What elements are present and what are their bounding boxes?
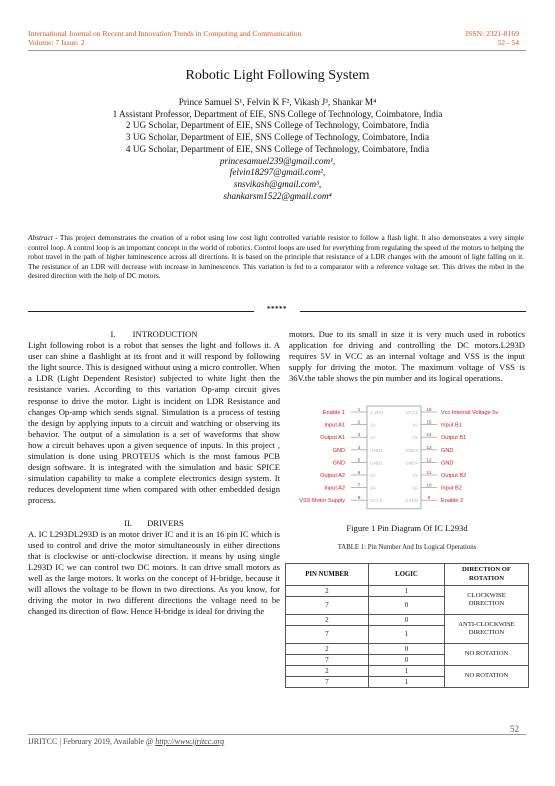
separator-stars: ***** <box>267 305 287 313</box>
author-email: snsvikash@gmail.com³, <box>233 178 322 189</box>
journal-name: International Journal on Recent and Innovation Trends in Computing and Communication <box>28 29 302 38</box>
logic-cell: 0 <box>369 615 445 626</box>
pin-diagram-figure <box>289 403 525 513</box>
journal-link[interactable]: http://www.ijritcc.org <box>155 737 225 746</box>
pin-label-right: Output B2 <box>441 473 467 479</box>
pin-name-right: 4A <box>412 422 418 428</box>
header-logic: LOGIC <box>369 564 445 586</box>
pin-label-left: Output A2 <box>320 473 345 479</box>
pin-label-right: GND <box>441 447 454 454</box>
pin-name-left: VCC2 <box>370 498 383 504</box>
pin-name-left: GND2 <box>370 460 383 466</box>
pin-number-right: 11 <box>426 470 432 475</box>
left-column <box>28 329 280 617</box>
author-email: shankarsm1522@gmail.com⁴ <box>223 190 332 201</box>
direction-line: DIRECTION <box>468 600 505 607</box>
pin-label-right: Output B1 <box>441 435 467 442</box>
pin-name-right: GND3 <box>405 447 418 453</box>
pin-name-right: 3-4EN <box>404 498 418 504</box>
separator-line <box>300 311 526 312</box>
pin-diagram <box>289 403 525 513</box>
pin-label-right: Enable 2 <box>441 498 464 505</box>
logic-cell: 1 <box>369 666 445 677</box>
figure-caption: Figure 1 Pin Diagram Of IC L293d <box>346 523 468 533</box>
pin-number-right: 12 <box>426 457 432 463</box>
pin-label-left: Input A1 <box>324 422 345 429</box>
pin-number-left: 4 <box>357 444 361 450</box>
table-row <box>286 644 529 655</box>
header-direction: DIRECTION OF ROTATION <box>445 564 529 586</box>
pin-number-right: 15 <box>426 419 432 425</box>
header-rule <box>28 50 526 51</box>
pin-number-left: 7 <box>357 482 361 488</box>
direction-line: CLOCKWISE <box>467 591 506 599</box>
pin-name-left: GND1 <box>370 447 383 453</box>
pin-name-right: GND4 <box>405 460 418 466</box>
direction-line: DIRECTION <box>468 629 505 636</box>
right-column-text: motors. Due to its small in size it is very much used in robotics application for driving and controlling the DC motors.L293D requires 5V in VCC as an internal voltage and VSS is the input supply for driving the motor. The maximum voltage of VSS is 36V.the table shows the pin number and its logical operations. <box>289 329 525 384</box>
page-range: 52 - 54 <box>497 38 519 47</box>
pin-cell: 7 <box>286 655 369 666</box>
pin-cell: 2 <box>286 666 369 677</box>
pin-label-left: Enable 1 <box>322 410 345 416</box>
footer-rule <box>28 734 526 735</box>
affiliation: 1 Assistant Professor, Department of EIE, SNS College of Technology, Coimbatore, India <box>112 108 443 119</box>
direction-line: ANTI-CLOCKWISE <box>458 620 515 628</box>
drivers-heading: II. DRIVERS <box>124 517 184 528</box>
logic-table <box>285 563 529 688</box>
pin-label-left: Input A2 <box>324 485 345 492</box>
abstract <box>28 233 524 281</box>
section-separator <box>28 306 526 316</box>
footer-text: IJRITCC | February 2019, Available @ <box>28 737 156 746</box>
pin-number-right: 13 <box>426 444 432 450</box>
pin-name-right: 3A <box>412 485 418 491</box>
pin-number-left: 5 <box>357 457 361 463</box>
pin-number-right: 14 <box>426 432 432 438</box>
pin-cell: 7 <box>286 597 369 615</box>
pin-cell: 7 <box>286 677 369 688</box>
pin-number-right: 9 <box>427 495 431 501</box>
pin-name-left: 1Y <box>370 435 376 441</box>
logic-cell: 0 <box>369 655 445 666</box>
pin-number-left: 3 <box>357 432 361 438</box>
logic-cell: 1 <box>369 586 445 597</box>
pin-number-right: 10 <box>426 482 432 488</box>
pin-name-right: 4Y <box>412 435 418 441</box>
intro-text: Light following robot is a robot that senses the light and follows it. A user can shine a flashlight at its front and it will respond by following the light source. This is designed without using a micro controller. When a LDR (Light Dependent Resistor) subjected to white light then the resistance varies. According to this variation Op-amp circuit gives response to drive the motor. Light is incident on LDR Resistance and changes Op-amp which sends signal. Simulation is a process of testing the design by applying inputs to a circuit and watching or observing its behavior. The output of a simulation is a set of waveforms that show how a circuit behaves upon a given sequence of inputs. In this project , simulation is done using PROTEUS which is the most famous PCB design software. It is integrated with the simulation and basic SPICE simulation capability to make a complete electronics design system. It reduces development time when compared with other embedded design process. <box>28 340 280 506</box>
pin-cell: 2 <box>286 586 369 597</box>
drivers-text: A. IC L293DL293D is an motor driver IC and it is an 16 pin IC which is used to control and drive the motor simultaneously in either directions that is clockwise or anti-clockwise direction. it means by using single L293D IC we can control two DC motors. It can drive small motors as well as the large motors. It works on the concept of H-bridge, because it will allows the voltage to be flown in two directions. As you know, for driving the motor in two different directions the voltage need to be changed its direction of flow. Hence H-bridge is ideal for driving the <box>28 528 280 617</box>
author-names: Prince Samuel S¹, Felvin K F², Vikash J³, Shankar M⁴ <box>178 97 377 107</box>
logic-cell: 0 <box>369 597 445 615</box>
table-row <box>286 615 529 626</box>
page-number: 52 <box>510 724 519 734</box>
pin-number-right: 16 <box>426 407 432 412</box>
direction-cell <box>445 586 529 615</box>
page-footer <box>28 737 224 746</box>
affiliation: 4 UG Scholar, Department of EIE, SNS College of Technology, Coimbatore, India <box>125 143 430 154</box>
pin-number-left: 8 <box>357 495 361 501</box>
journal-header <box>28 29 301 47</box>
author-email: felvin18297@gmail.com², <box>229 167 326 178</box>
pin-name-left: 1A <box>370 422 376 428</box>
pin-name-left: 1-2EN <box>370 410 384 415</box>
pin-label-right: GND <box>441 460 454 467</box>
logic-cell: 1 <box>369 677 445 688</box>
header-pin-number: PIN NUMBER <box>286 564 369 586</box>
table-row <box>286 666 529 677</box>
right-column <box>289 329 525 384</box>
logic-cell: 0 <box>369 644 445 655</box>
paper-title: Robotic Light Following System <box>185 68 370 83</box>
table-header-row <box>286 564 529 586</box>
pin-label-right: Input B2 <box>441 485 462 492</box>
pin-label-left: VSS Motor Supply <box>299 498 345 505</box>
pin-name-right: 3Y <box>412 473 418 478</box>
direction-cell: NO ROTATION <box>445 666 529 688</box>
pin-number-left: 6 <box>357 470 361 475</box>
pin-cell: 2 <box>286 644 369 655</box>
pin-name-left: 2A <box>370 485 376 491</box>
pin-label-right: Input B1 <box>441 422 462 429</box>
abstract-text: - This project demonstrates the creation of a robot using low cost light controlled variable resistor to follow a flash light. It also demonstrates a very simple control loop. A control loop is an important concept in the world of robotics. Control loops are used for everything from regulating the speed of the motors to helping the robot travel in the path of higher luminescence across all directions. It is based on the principle that resistance of a LDR changes with the amount of light falling on it. The resistance of an LDR will decrease with increase in luminescence. This variation is fed to a comparator with a reference voltage set. This drives the robot in the desired direction with the help of DC motors. <box>28 233 524 281</box>
author-email: princesamuel239@gmail.com¹, <box>219 155 336 166</box>
table-caption: TABLE 1: Pin Number And Its Logical Operations <box>337 544 477 551</box>
pin-label-left: Output A1 <box>320 435 345 442</box>
pin-name-right: VCC1 <box>405 410 418 415</box>
direction-cell <box>445 615 529 644</box>
abstract-label: Abstract <box>28 233 53 242</box>
intro-heading: I. INTRODUCTION <box>110 329 198 339</box>
pin-cell: 2 <box>286 615 369 626</box>
pin-label-left: GND <box>332 447 345 454</box>
journal-volume: Volume: 7 Issue: 2 <box>28 38 85 47</box>
issn-header <box>466 29 519 47</box>
table-row <box>286 586 529 597</box>
pin-number-left: 1 <box>357 407 361 412</box>
pin-cell: 7 <box>286 626 369 644</box>
affiliation: 2 UG Scholar, Department of EIE, SNS College of Technology, Coimbatore, India <box>125 120 430 131</box>
direction-cell: NO ROTATION <box>445 644 529 666</box>
pin-label-right: Vcc Internal Voltage 5v <box>441 410 499 416</box>
pin-name-left: 2Y <box>370 473 376 478</box>
pin-label-left: GND <box>332 460 345 467</box>
pin-number-left: 2 <box>357 419 361 425</box>
ic-body <box>367 406 421 509</box>
affiliation: 3 UG Scholar, Department of EIE, SNS College of Technology, Coimbatore, India <box>125 132 430 143</box>
issn: ISSN: 2321-8169 <box>465 29 519 38</box>
author-block <box>0 97 555 202</box>
logic-cell: 1 <box>369 626 445 644</box>
